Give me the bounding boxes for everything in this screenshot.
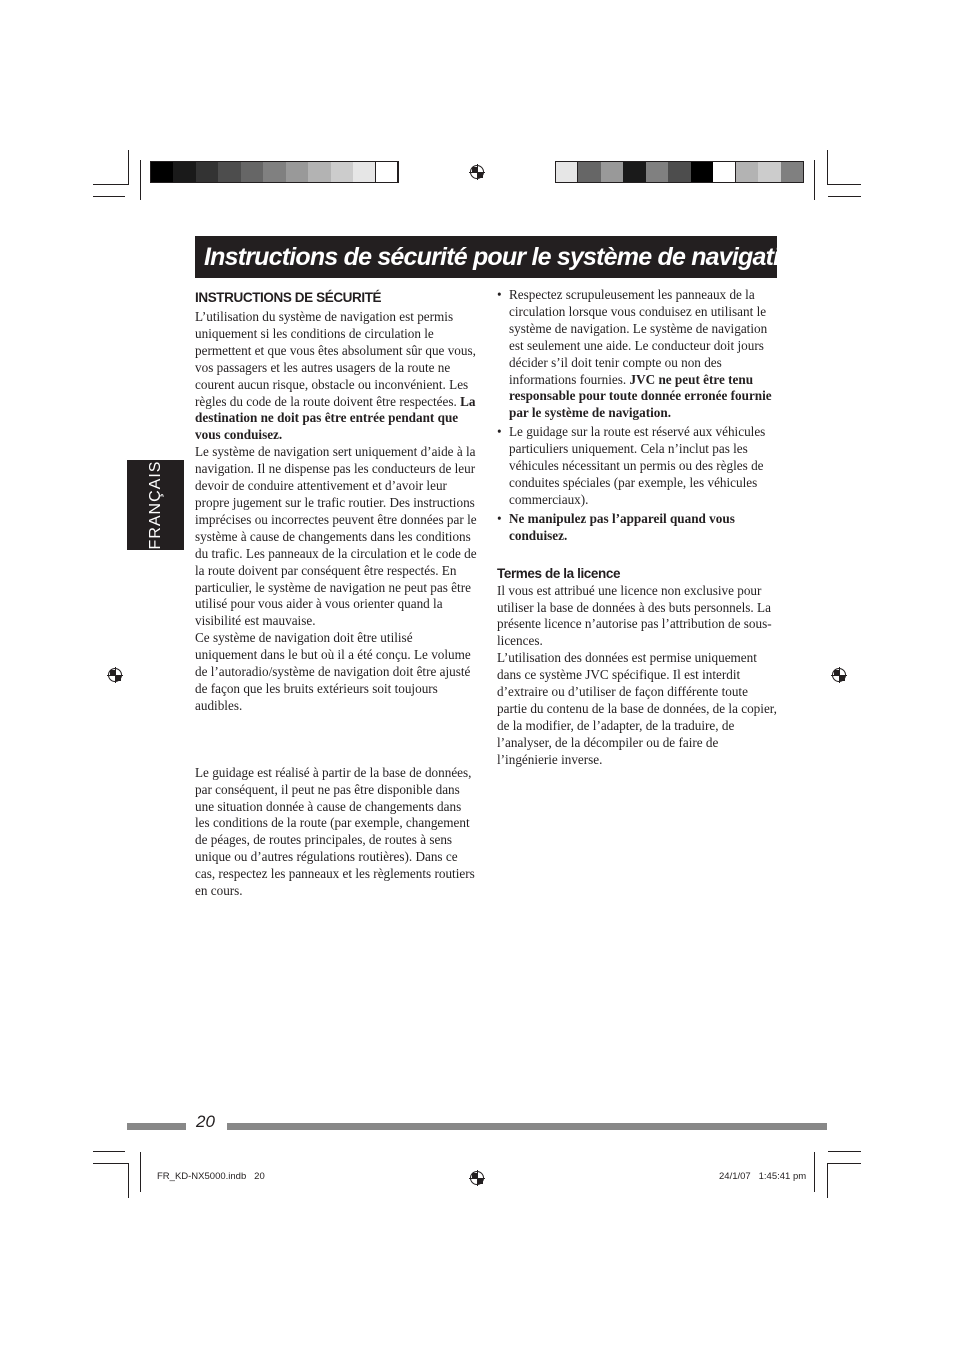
registration-quadrant — [116, 676, 121, 681]
color-swatch — [376, 162, 398, 182]
language-tab — [127, 460, 184, 550]
safety-paragraph-2: Le système de navigation sert uniquement d’aide à la navigation. Il ne dispense pas les conducteurs de leur devoir de conduire attentivement et d’avoir leur propre jugement sur le trafic routier. Des instructions imprécises ou incorrectes peuvent être données par le système à cause de changements dans les conditions du trafic. Les panneaux de la circulation et le code de la route doivent par conséquent être respectés. En particulier, le système de navigation ne peut pas être utilisé pour vous aider à vous orienter quand la visibilité est mauvaise. — [195, 444, 477, 629]
safety-paragraph-1-text: L’utilisation du système de navigation est permis uniquement si les conditions de circulation le permettent et que vous êtes absolument sûr que vous, vos passagers et les autres usagers de la route ne courent aucun risque, obstacle ou inconvénient. Les règles du code de la route doivent être respectées. — [195, 309, 476, 409]
slug-timestamp: 24/1/07 1:45:41 pm — [719, 1171, 807, 1182]
color-swatch — [308, 162, 330, 182]
license-paragraph-1: Il vous est attribué une licence non exclusive pour utiliser la base de données à des buts personnels. La présente licence n’autorise pas l’attribution de sous-licences. — [497, 582, 772, 649]
color-swatch — [781, 162, 803, 182]
safety-paragraph-3: Ce système de navigation doit être utilisé uniquement dans le but où il a été conçu. Le volume de l’autoradio/système de navigation doit être ajusté de façon que les bruits extérieurs soit toujours audibles. — [195, 630, 471, 713]
page-number: 20 — [196, 1112, 215, 1131]
color-swatch — [646, 162, 668, 182]
color-swatch — [578, 162, 600, 182]
registration-quadrant — [834, 670, 839, 675]
license-paragraph-2: L’utilisation des données est permise uniquement dans ce système JVC spécifique. Il est interdit d’extraire ou d’utiliser de façon différente toute partie du contenu de la base de données, de la copier, de la modifier, de l’adapter, de la traduire, de l’analyser, de la décompiler ou de faire de l’ingénierie inverse. — [497, 650, 777, 767]
color-bar-left — [150, 161, 399, 183]
safety-heading: INSTRUCTIONS DE SÉCURITÉ — [195, 290, 382, 305]
page-title: Instructions de sécurité pour le système de navigation — [204, 243, 809, 271]
safety-paragraph-1-warning: La destination ne doit pas être entrée pendant que vous conduisez. — [195, 393, 476, 443]
color-swatch — [151, 162, 173, 182]
color-swatch — [286, 162, 308, 182]
registration-quadrant — [478, 1179, 483, 1184]
footer-bar-left — [127, 1123, 186, 1130]
color-swatch — [173, 162, 195, 182]
color-swatch — [736, 162, 758, 182]
color-bar-right — [555, 161, 804, 183]
color-swatch — [263, 162, 285, 182]
language-tab-label: FRANÇAIS — [146, 460, 164, 550]
color-swatch — [668, 162, 690, 182]
color-swatch — [758, 162, 780, 182]
bullet-item-2: • Le guidage sur la route est réservé aux véhicules particuliers uniquement. Cela n’inclut pas les véhicules nécessitant un permis ou des règles de conduites spéciales (par exemple, les véhicules commerciaux). — [497, 424, 777, 509]
registration-mark-top-icon — [470, 165, 484, 179]
bullet-item-1-warning: JVC ne peut être tenu responsable pour toute donnée erronée fournie par le système de navigation. — [509, 371, 772, 421]
safety-paragraph-1 — [195, 309, 477, 444]
color-swatch — [556, 162, 578, 182]
registration-quadrant — [840, 676, 845, 681]
registration-quadrant — [478, 173, 483, 178]
footer-bar-right — [227, 1123, 827, 1130]
color-swatch — [713, 162, 735, 182]
color-swatch — [353, 162, 375, 182]
registration-quadrant — [472, 1173, 477, 1178]
registration-mark-right-icon — [832, 668, 846, 682]
color-swatch — [241, 162, 263, 182]
color-swatch — [218, 162, 240, 182]
color-swatch — [196, 162, 218, 182]
slug-file-info: FR_KD-NX5000.indb 20 — [157, 1171, 265, 1182]
registration-quadrant — [472, 167, 477, 172]
registration-quadrant — [110, 670, 115, 675]
color-swatch — [623, 162, 645, 182]
right-column — [497, 287, 777, 769]
license-heading: Termes de la licence — [497, 565, 621, 581]
bullet-item-1 — [497, 287, 777, 422]
bullet-item-1-text: Respectez scrupuleusement les panneaux de la circulation lorsque vous conduisez en utilisant le système de navigation. Le système de navigation est seulement une aide. Le conducteur doit jours décider s’il doit tenir compte ou non des informations fournies. — [509, 287, 768, 387]
title-bar — [195, 236, 809, 278]
registration-mark-left-icon — [108, 668, 122, 682]
bullet-item-3 — [497, 511, 777, 545]
registration-mark-bottom-icon — [470, 1171, 484, 1185]
color-swatch — [601, 162, 623, 182]
color-swatch — [331, 162, 353, 182]
left-column — [195, 289, 477, 900]
safety-paragraph-4: Le guidage est réalisé à partir de la base de données, par conséquent, il peut ne pas être disponible dans une situation donnée à cause de changements dans les conditions de la route (par exemple, changement de péages, de routes principales, de routes à sens unique ou d’autres régulations routières). Dans ce cas, respectez les panneaux et les règlements routiers en cours. — [195, 764, 475, 899]
bullet-item-3-text: Ne manipulez pas l’appareil quand vous conduisez. — [509, 510, 735, 543]
color-swatch — [691, 162, 713, 182]
